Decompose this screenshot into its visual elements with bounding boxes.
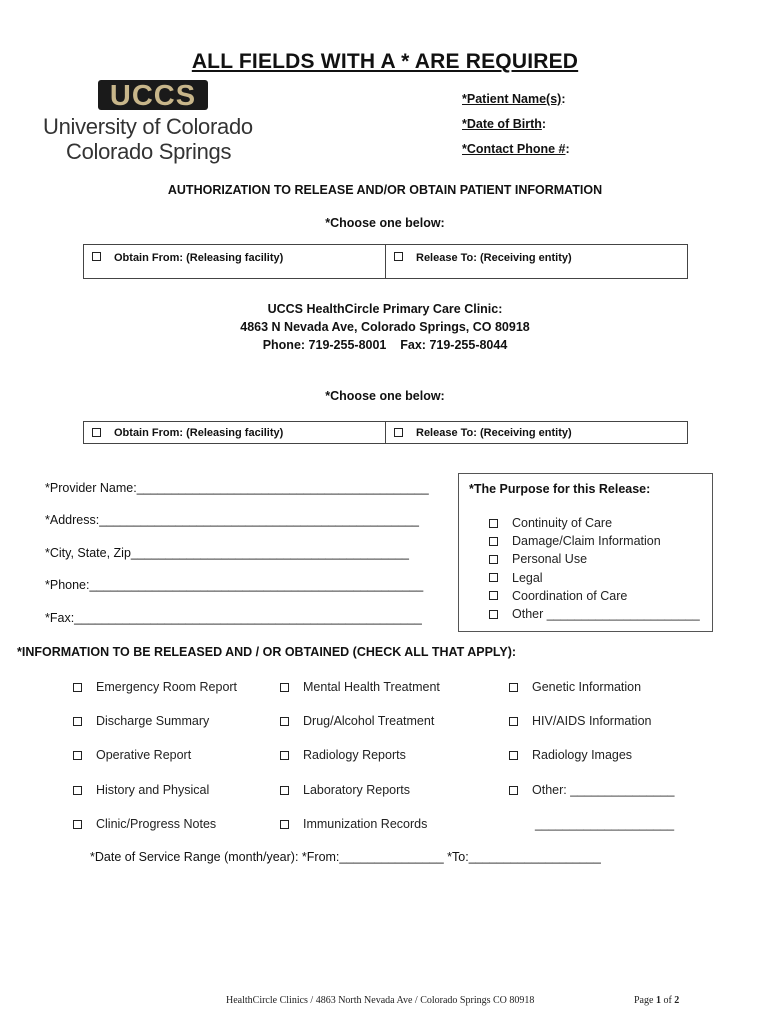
info-option-mental-health[interactable]: Mental Health Treatment xyxy=(280,680,440,694)
purpose-option[interactable]: Damage/Claim Information xyxy=(489,532,700,550)
info-option-er-report[interactable]: Emergency Room Report xyxy=(73,680,237,694)
purpose-list xyxy=(489,514,700,623)
obtain-from-option-2[interactable]: Obtain From: (Releasing facility) xyxy=(84,422,385,443)
checkbox-icon[interactable] xyxy=(509,683,518,692)
info-option-radiology-images[interactable]: Radiology Images xyxy=(509,748,632,762)
purpose-option[interactable]: Coordination of Care xyxy=(489,587,700,605)
footer-address: HealthCircle Clinics / 4863 North Nevada Ave / Colorado Springs CO 80918 xyxy=(226,995,535,1006)
release-to-option-2[interactable]: Release To: (Receiving entity) xyxy=(385,422,687,443)
info-option-clinic-notes[interactable]: Clinic/Progress Notes xyxy=(73,817,216,831)
clinic-name: UCCS HealthCircle Primary Care Clinic: xyxy=(267,302,503,316)
release-to-option-1[interactable]: Release To: (Receiving entity) xyxy=(385,245,687,278)
checkbox-icon[interactable] xyxy=(489,555,498,564)
phone-field[interactable]: *Phone:________________________________________________ xyxy=(45,578,424,592)
uccs-logo-mark xyxy=(98,80,208,110)
contact-phone-field[interactable]: *Contact Phone #: xyxy=(462,142,570,156)
choose-prompt-2: *Choose one below: xyxy=(325,389,445,403)
choice-box-1 xyxy=(83,244,688,279)
authorization-title: AUTHORIZATION TO RELEASE AND/OR OBTAIN PATIENT INFORMATION xyxy=(167,183,603,197)
page-number: Page 1 of 2 xyxy=(634,995,680,1006)
date-of-service-range[interactable]: *Date of Service Range (month/year): *From:_______________ *To:___________________ xyxy=(90,850,601,864)
info-option-laboratory-reports[interactable]: Laboratory Reports xyxy=(280,783,410,797)
info-option-genetic[interactable]: Genetic Information xyxy=(509,680,641,694)
patient-name-field[interactable]: *Patient Name(s): xyxy=(462,92,566,106)
checkbox-icon[interactable] xyxy=(280,717,289,726)
info-option-radiology-reports[interactable]: Radiology Reports xyxy=(280,748,406,762)
purpose-option[interactable]: Legal xyxy=(489,569,700,587)
checkbox-icon[interactable] xyxy=(73,683,82,692)
checkbox-icon[interactable] xyxy=(280,751,289,760)
checkbox-icon[interactable] xyxy=(92,252,101,261)
checkbox-icon[interactable] xyxy=(280,683,289,692)
city-state-zip-field[interactable]: *City, State, Zip________________________________________ xyxy=(45,546,409,560)
choose-prompt-1: *Choose one below: xyxy=(325,216,445,230)
fax-field[interactable]: *Fax:__________________________________________________ xyxy=(45,611,422,625)
info-option-operative-report[interactable]: Operative Report xyxy=(73,748,191,762)
checkbox-icon[interactable] xyxy=(489,610,498,619)
logo-university-name: University of Colorado xyxy=(43,114,253,139)
info-option-immunization-records[interactable]: Immunization Records xyxy=(280,817,427,831)
purpose-title: *The Purpose for this Release: xyxy=(469,482,651,496)
purpose-option[interactable]: Personal Use xyxy=(489,550,700,568)
choice-box-2 xyxy=(83,421,688,444)
checkbox-icon[interactable] xyxy=(509,786,518,795)
checkbox-icon[interactable] xyxy=(73,786,82,795)
purpose-box xyxy=(458,473,713,632)
page-title: ALL FIELDS WITH A * ARE REQUIRED xyxy=(191,50,579,73)
purpose-option[interactable]: Other ______________________ xyxy=(489,605,700,623)
contact-phone-label: *Contact Phone # xyxy=(462,142,566,156)
checkbox-icon[interactable] xyxy=(509,751,518,760)
info-other-extra-line[interactable]: ____________________ xyxy=(535,817,675,831)
checkbox-icon[interactable] xyxy=(394,252,403,261)
checkbox-icon[interactable] xyxy=(73,717,82,726)
info-option-history-physical[interactable]: History and Physical xyxy=(73,783,209,797)
date-of-birth-field[interactable]: *Date of Birth: xyxy=(462,117,547,131)
date-of-birth-label: *Date of Birth xyxy=(462,117,542,131)
logo-mark-text: UCCS xyxy=(109,80,197,110)
checkbox-icon[interactable] xyxy=(489,519,498,528)
checkbox-icon[interactable] xyxy=(489,537,498,546)
info-option-other[interactable]: Other: _______________ xyxy=(509,783,675,797)
clinic-phone-fax: Phone: 719-255-8001 Fax: 719-255-8044 xyxy=(262,338,508,352)
patient-name-label: *Patient Name(s) xyxy=(462,92,562,106)
checkbox-icon[interactable] xyxy=(489,573,498,582)
purpose-option[interactable]: Continuity of Care xyxy=(489,514,700,532)
checkbox-icon[interactable] xyxy=(73,751,82,760)
obtain-from-option-1[interactable]: Obtain From: (Releasing facility) xyxy=(84,245,385,278)
checkbox-icon[interactable] xyxy=(489,591,498,600)
info-option-discharge-summary[interactable]: Discharge Summary xyxy=(73,714,209,728)
clinic-address: 4863 N Nevada Ave, Colorado Springs, CO 80918 xyxy=(240,320,530,334)
logo-campus-name: Colorado Springs xyxy=(66,139,232,164)
checkbox-icon[interactable] xyxy=(394,428,403,437)
checkbox-icon[interactable] xyxy=(509,717,518,726)
checkbox-icon[interactable] xyxy=(73,820,82,829)
checkbox-icon[interactable] xyxy=(280,820,289,829)
information-title: *INFORMATION TO BE RELEASED AND / OR OBTAINED (CHECK ALL THAT APPLY): xyxy=(17,645,517,659)
provider-name-field[interactable]: *Provider Name:__________________________________________ xyxy=(45,481,429,495)
address-field[interactable]: *Address:______________________________________________ xyxy=(45,513,419,527)
info-option-hiv-aids[interactable]: HIV/AIDS Information xyxy=(509,714,652,728)
checkbox-icon[interactable] xyxy=(280,786,289,795)
info-option-drug-alcohol[interactable]: Drug/Alcohol Treatment xyxy=(280,714,434,728)
checkbox-icon[interactable] xyxy=(92,428,101,437)
